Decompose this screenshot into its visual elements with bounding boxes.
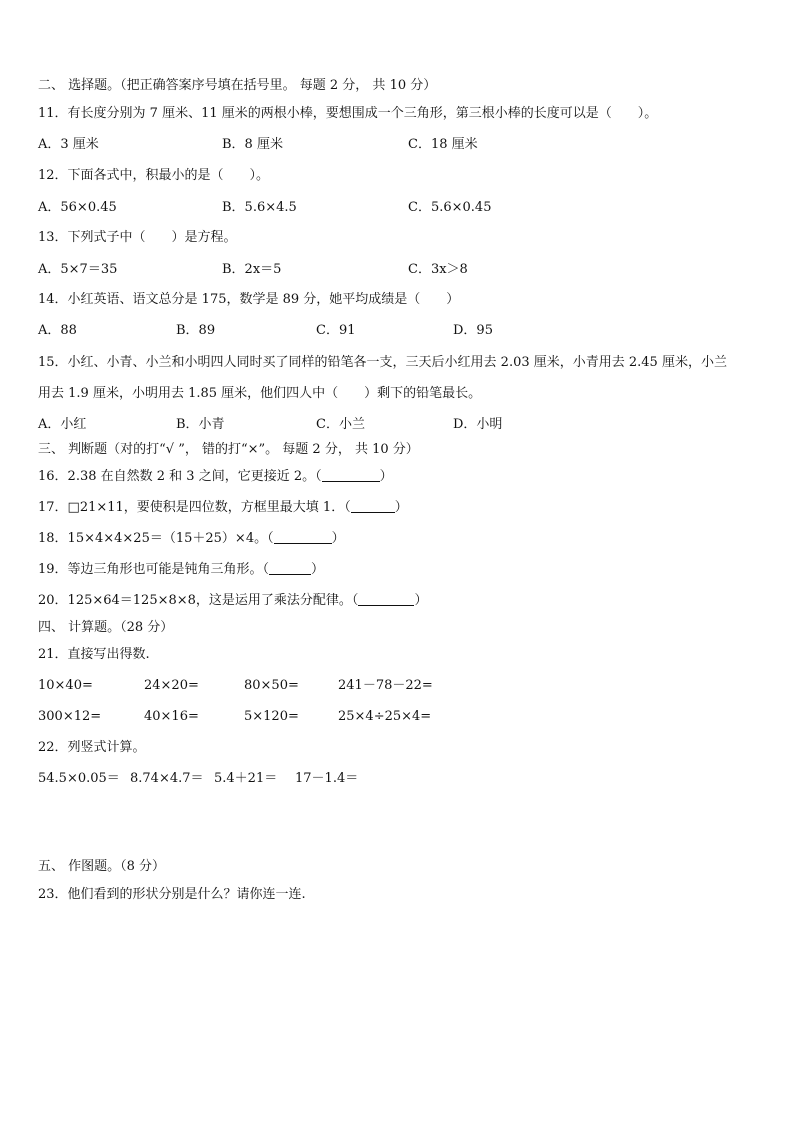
q22-item: 17－1.4＝ — [295, 771, 359, 786]
q12-option-b: B．5.6×4.5 — [222, 200, 297, 215]
question-17 — [38, 500, 408, 516]
q21-item: 40×16= — [144, 709, 199, 724]
question-15-stem-line-1: 15．小红、小青、小兰和小明四人同时买了同样的铅笔各一支，三天后小红用去 2.03 厘米，小青用去 2.45 厘米，小兰 — [38, 355, 727, 370]
q13-option-c: C．3x＞8 — [408, 262, 468, 277]
question-16 — [38, 469, 393, 485]
question-17-text: 17．□21×11，要使积是四位数，方框里最大填 1．（ — [38, 500, 351, 515]
q15-option-a: A．小红 — [38, 417, 87, 432]
question-19-text: 19．等边三角形也可能是钝角三角形。（ — [38, 562, 270, 577]
section-3-title: 三、 判断题（对的打“√ ”， 错的打“×”。 每题 2 分， 共 10 分） — [38, 442, 419, 457]
question-19-close: ） — [311, 562, 325, 577]
answer-blank-19[interactable] — [269, 562, 311, 575]
q14-option-a: A．88 — [38, 323, 77, 338]
question-16-close: ） — [379, 469, 393, 484]
question-18-close: ） — [331, 531, 345, 546]
q22-item: 8.74×4.7＝ — [130, 771, 204, 786]
question-13-stem: 13．下列式子中（ ）是方程。 — [38, 230, 237, 245]
q12-option-a: A．56×0.45 — [38, 200, 117, 215]
q21-item: 5×120= — [244, 709, 299, 724]
q21-item: 241－78－22= — [338, 678, 433, 693]
q11-option-b: B．8 厘米 — [222, 137, 283, 152]
q14-option-c: C．91 — [316, 323, 356, 338]
question-20-text: 20．125×64＝125×8×8，这是运用了乘法分配律。（ — [38, 593, 359, 608]
q12-option-c: C．5.6×0.45 — [408, 200, 492, 215]
q15-option-d: D．小明 — [453, 417, 503, 432]
question-16-text: 16．2.38 在自然数 2 和 3 之间，它更接近 2。（ — [38, 469, 322, 484]
section-4-title: 四、 计算题。（28 分） — [38, 620, 174, 635]
q15-option-c: C．小兰 — [316, 417, 365, 432]
question-18 — [38, 531, 345, 547]
question-17-close: ） — [394, 500, 408, 515]
q21-item: 80×50= — [244, 678, 299, 693]
answer-blank-16[interactable] — [322, 469, 380, 482]
answer-blank-18[interactable] — [274, 531, 332, 544]
question-21-stem: 21．直接写出得数. — [38, 647, 150, 662]
question-22-stem: 22．列竖式计算。 — [38, 740, 146, 755]
answer-blank-20[interactable] — [358, 593, 414, 606]
section-5-title: 五、 作图题。（8 分） — [38, 859, 166, 874]
q14-option-d: D．95 — [453, 323, 493, 338]
question-11-stem: 11．有长度分别为 7 厘米、11 厘米的两根小棒，要想围成一个三角形，第三根小棒的长度可以是（ ）。 — [38, 106, 658, 121]
question-12-stem: 12．下面各式中，积最小的是（ ）。 — [38, 168, 270, 183]
q21-item: 10×40= — [38, 678, 93, 693]
q22-item: 5.4＋21＝ — [214, 771, 278, 786]
question-20-close: ） — [414, 593, 428, 608]
q11-option-c: C．18 厘米 — [408, 137, 478, 152]
question-18-text: 18．15×4×4×25＝（15＋25）×4。（ — [38, 531, 274, 546]
section-2-title: 二、 选择题。（把正确答案序号填在括号里。 每题 2 分， 共 10 分） — [38, 78, 437, 93]
q21-item: 24×20= — [144, 678, 199, 693]
question-23-stem: 23．他们看到的形状分别是什么？请你连一连. — [38, 887, 306, 902]
question-19 — [38, 562, 324, 578]
q21-item: 25×4÷25×4= — [338, 709, 432, 724]
q13-option-a: A．5×7＝35 — [38, 262, 118, 277]
q22-item: 54.5×0.05＝ — [38, 771, 120, 786]
answer-blank-17[interactable] — [351, 500, 395, 513]
question-15-stem-line-2: 用去 1.9 厘米，小明用去 1.85 厘米，他们四人中（ ）剩下的铅笔最长。 — [38, 386, 482, 401]
q21-item: 300×12= — [38, 709, 102, 724]
q13-option-b: B．2x＝5 — [222, 262, 282, 277]
question-14-stem: 14．小红英语、语文总分是 175，数学是 89 分，她平均成绩是（ ） — [38, 292, 460, 307]
q11-option-a: A．3 厘米 — [38, 137, 99, 152]
q14-option-b: B．89 — [176, 323, 216, 338]
question-20 — [38, 593, 427, 609]
q15-option-b: B．小青 — [176, 417, 225, 432]
